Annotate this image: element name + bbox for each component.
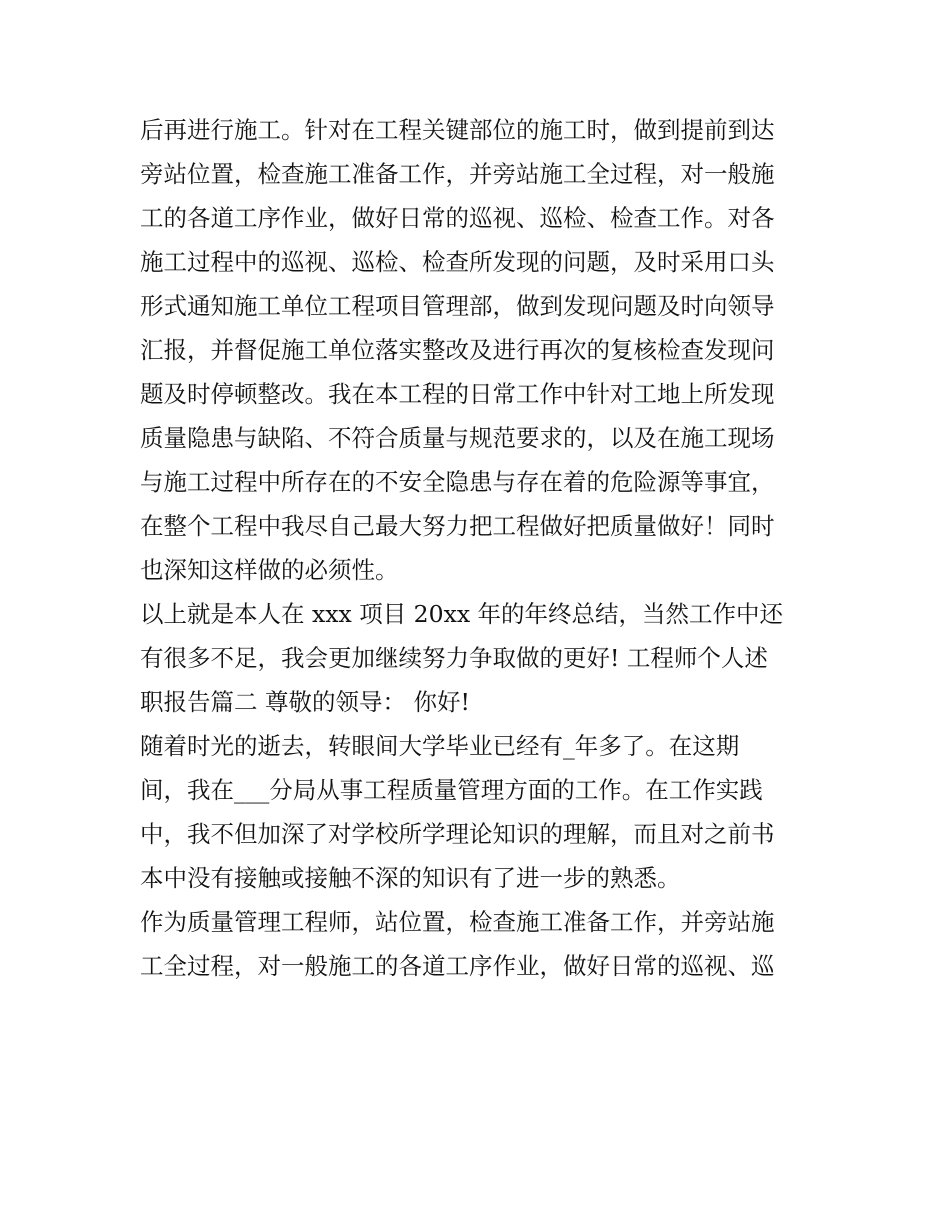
text-line: 本中没有接触或接触不深的知识有了进一步的熟悉。 <box>140 864 681 892</box>
paragraph-3 <box>140 724 820 900</box>
text-line: 以上就是本人在 xxx 项目 20xx 年的年终总结，当然工作中还 <box>140 600 784 628</box>
text-line: 汇报，并督促施工单位落实整改及进行再次的复核检查发现问 <box>140 336 775 364</box>
text-line: 工的各道工序作业，做好日常的巡视、巡检、检查工作。对各 <box>140 204 775 232</box>
text-line: 中，我不但加深了对学校所学理论知识的理解，而且对之前书 <box>140 820 775 848</box>
text-line: 施工过程中的巡视、巡检、检查所发现的问题，及时采用口头 <box>140 248 775 276</box>
text-line: 间，我在___分局从事工程质量管理方面的工作。在工作实践 <box>140 776 763 804</box>
document-body <box>140 108 820 988</box>
text-line: 随着时光的逝去，转眼间大学毕业已经有_年多了。在这期 <box>140 732 740 760</box>
text-line: 职报告篇二 尊敬的领导： 你好! <box>140 688 470 716</box>
text-line: 与施工过程中所存在的不安全隐患与存在着的危险源等事宜， <box>140 468 775 496</box>
text-line: 形式通知施工单位工程项目管理部，做到发现问题及时向领导 <box>140 292 775 320</box>
text-line: 质量隐患与缺陷、不符合质量与规范要求的，以及在施工现场 <box>140 424 775 452</box>
paragraph-2 <box>140 592 820 724</box>
text-line: 也深知这样做的必须性。 <box>140 556 399 584</box>
text-line: 在整个工程中我尽自己最大努力把工程做好把质量做好！同时 <box>140 512 775 540</box>
paragraph-1 <box>140 108 820 592</box>
text-line: 有很多不足，我会更加继续努力争取做的更好! 工程师个人述 <box>140 644 768 672</box>
text-line: 工全过程，对一般施工的各道工序作业，做好日常的巡视、巡 <box>140 952 775 980</box>
text-line: 作为质量管理工程师，站位置，检查施工准备工作，并旁站施 <box>140 908 775 936</box>
text-line: 后再进行施工。针对在工程关键部位的施工时，做到提前到达 <box>140 116 775 144</box>
paragraph-4 <box>140 900 820 988</box>
text-line: 题及时停顿整改。我在本工程的日常工作中针对工地上所发现 <box>140 380 775 408</box>
text-line: 旁站位置，检查施工准备工作，并旁站施工全过程，对一般施 <box>140 160 775 188</box>
